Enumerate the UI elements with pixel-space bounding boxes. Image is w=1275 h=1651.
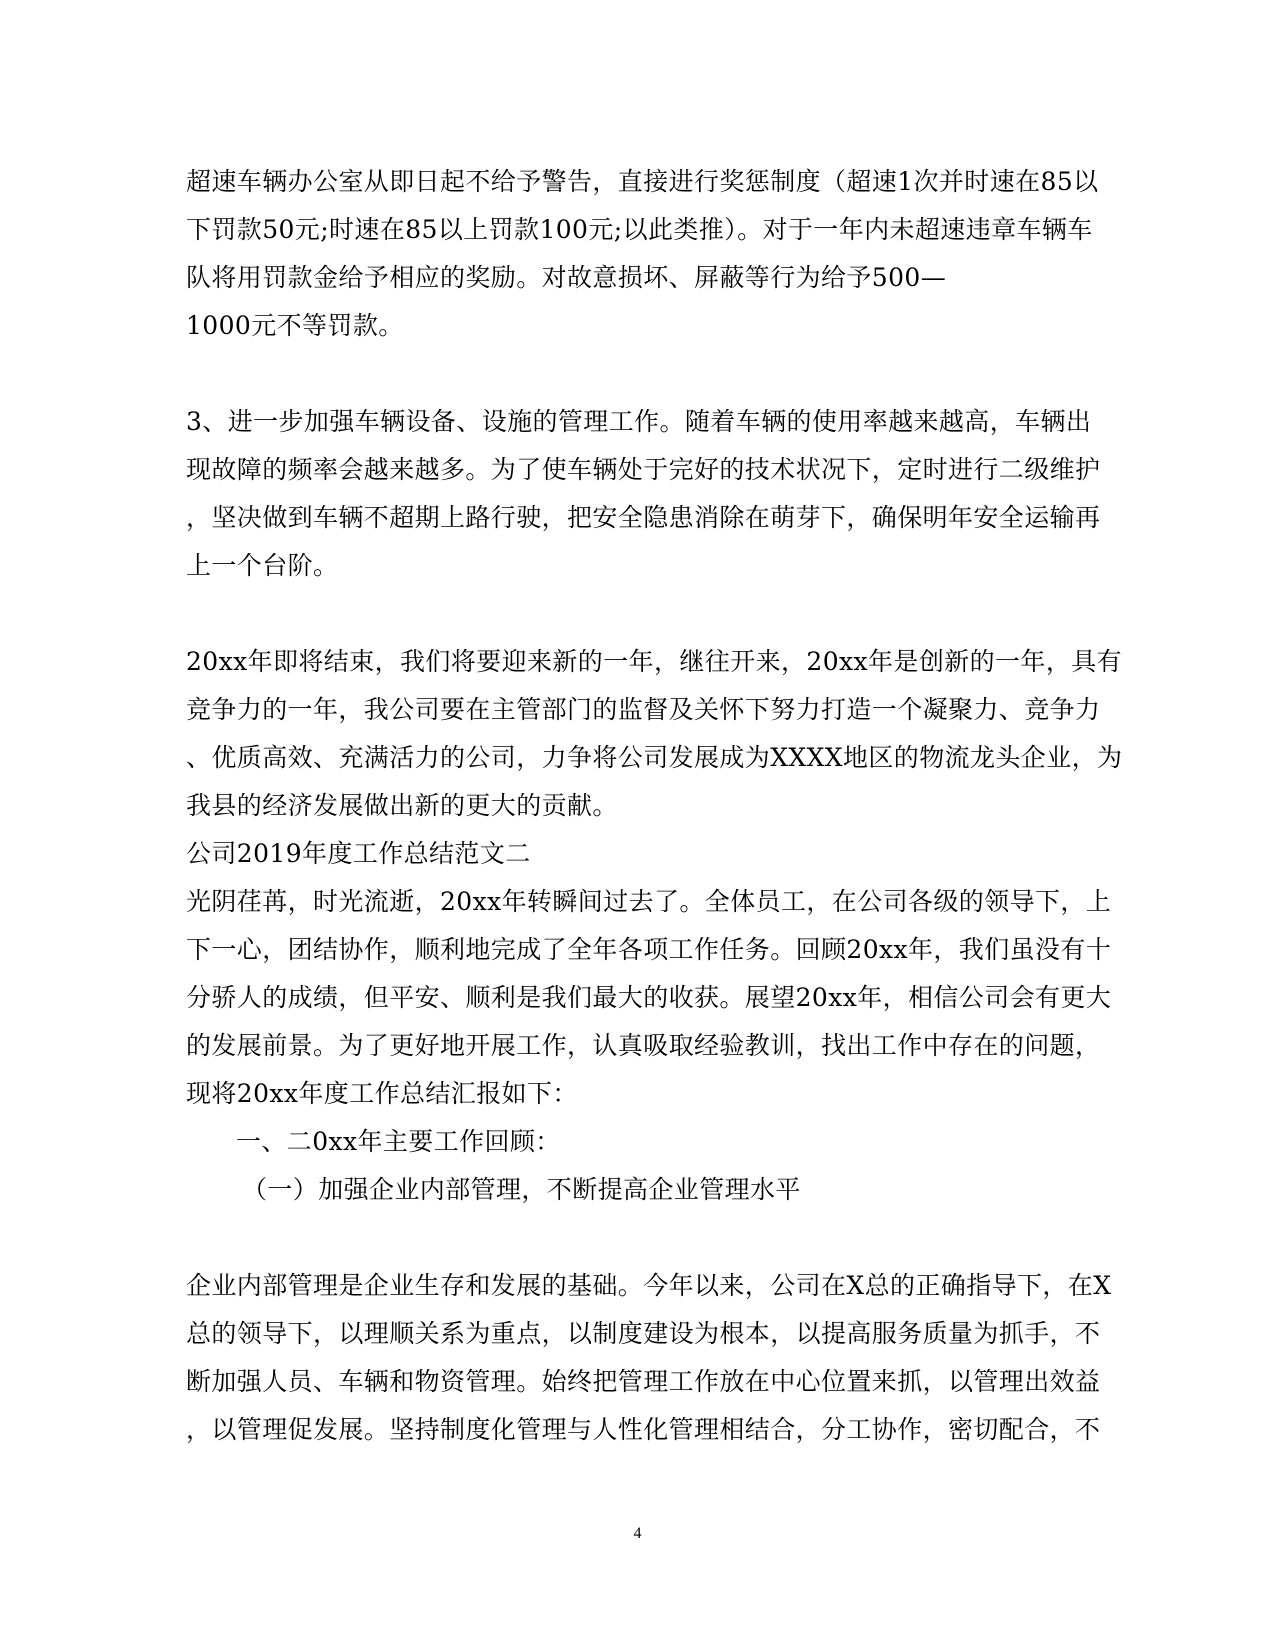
text-line: 光阴荏苒，时光流逝，20xx年转瞬间过去了。全体员工，在公司各级的领导下，上 xyxy=(186,887,1112,916)
text-line: 现故障的频率会越来越多。为了使车辆处于完好的技术状况下，定时进行二级维护 xyxy=(186,455,1101,484)
text-line: 分骄人的成绩，但平安、顺利是我们最大的收获。展望20xx年，相信公司会有更大 xyxy=(186,983,1112,1012)
text-line: 下罚款50元;时速在85以上罚款100元;以此类推）。对于一年内未超速违章车辆车 xyxy=(186,215,1093,244)
paragraph-gap xyxy=(186,590,1086,638)
page-number: 4 xyxy=(633,1525,642,1542)
heading-level-1: 一、二0xx年主要工作回顾： xyxy=(236,1127,561,1156)
text-line: 总的领导下，以理顺关系为重点，以制度建设为根本，以提高服务质量为抓手，不 xyxy=(186,1319,1101,1348)
text-line: ，坚决做到车辆不超期上路行驶，把安全隐患消除在萌芽下，确保明年安全运输再 xyxy=(186,503,1101,532)
text-line: 3、进一步加强车辆设备、设施的管理工作。随着车辆的使用率越来越高，车辆出 xyxy=(186,407,1092,436)
text-line: 队将用罚款金给予相应的奖励。对故意损坏、屏蔽等行为给予500— xyxy=(186,263,947,292)
text-line: 现将20xx年度工作总结汇报如下： xyxy=(186,1079,578,1108)
text-line: 1000元不等罚款。 xyxy=(186,311,404,340)
text-line: 我县的经济发展做出新的更大的贡献。 xyxy=(186,791,618,820)
text-line: 断加强人员、车辆和物资管理。始终把管理工作放在中心位置来抓，以管理出效益 xyxy=(186,1367,1101,1396)
text-line: 超速车辆办公室从即日起不给予警告，直接进行奖惩制度（超速1次并时速在85以 xyxy=(186,167,1099,196)
text-line: 20xx年即将结束，我们将要迎来新的一年，继往开来，20xx年是创新的一年，具有 xyxy=(186,647,1123,676)
paragraph-gap xyxy=(186,1214,1086,1262)
heading-level-2: （一）加强企业内部管理，不断提高企业管理水平 xyxy=(242,1175,801,1204)
text-line: 的发展前景。为了更好地开展工作，认真吸取经验教训，找出工作中存在的问题， xyxy=(186,1031,1101,1060)
text-line: 企业内部管理是企业生存和发展的基础。今年以来，公司在X总的正确指导下，在X xyxy=(186,1271,1112,1300)
text-line: 下一心，团结协作，顺利地完成了全年各项工作任务。回顾20xx年，我们虽没有十 xyxy=(186,935,1112,964)
paragraph-gap xyxy=(186,350,1086,398)
section-title: 公司2019年度工作总结范文二 xyxy=(186,839,531,868)
text-line: 上一个台阶。 xyxy=(186,551,339,580)
text-line: ，以管理促发展。坚持制度化管理与人性化管理相结合，分工协作，密切配合，不 xyxy=(186,1415,1101,1444)
text-line: 竞争力的一年，我公司要在主管部门的监督及关怀下努力打造一个凝聚力、竞争力 xyxy=(186,695,1101,724)
text-line: 、优质高效、充满活力的公司，力争将公司发展成为XXXX地区的物流龙头企业，为 xyxy=(186,743,1123,772)
document-body xyxy=(186,158,1123,1454)
